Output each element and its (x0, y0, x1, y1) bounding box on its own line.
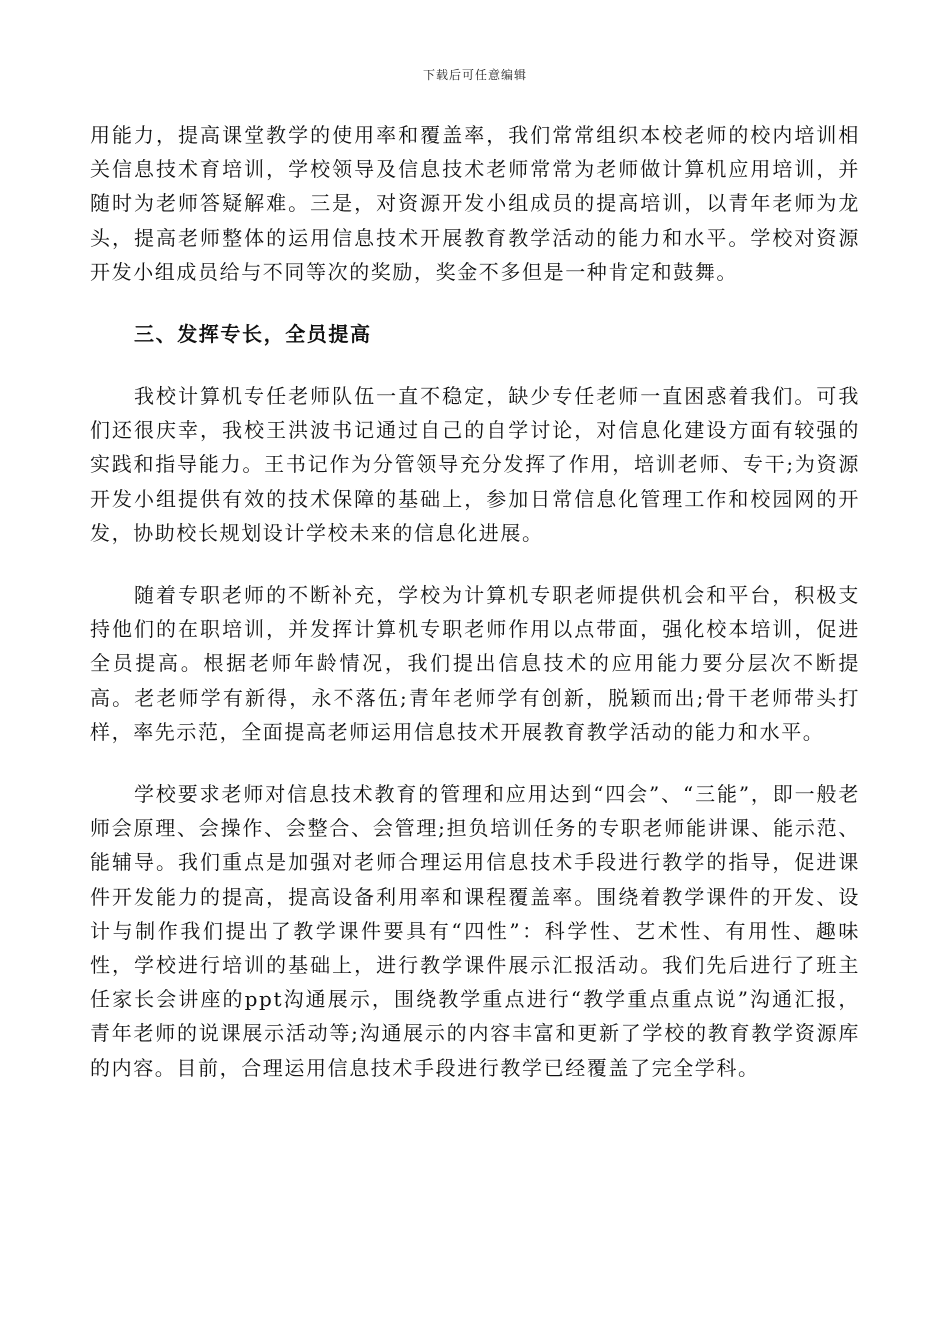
page-header-note: 下载后可任意编辑 (422, 68, 527, 82)
paragraph-continued: 用能力，提高课堂教学的使用率和覆盖率，我们常常组织本校老师的校内培训相关信息技术育培训，学校领导及信息技术老师常常为老师做计算机应用培训，并随时为老师答疑解难。三是，对资源开发小组成员的提高培训，以青年老师为龙头，提高老师整体的运用信息技术开展教育教学活动的能力和水平。学校对资源开发小组成员给与不同等次的奖励，奖金不多但是一种肯定和鼓舞。 (90, 123, 860, 284)
paragraph: 学校要求老师对信息技术教育的管理和应用达到“四会”、“三能”，即一般老师会原理、会操作、会整合、会管理;担负培训任务的专职老师能讲课、能示范、能辅导。我们重点是加强对老师合理运用信息技术手段进行教学的指导，促进课件开发能力的提高，提高设备利用率和课程覆盖率。围绕着教学课件的开发、设计与制作我们提出了教学课件要具有“四性”：科学性、艺术性、有用性、趣味性，学校进行培训的基础上，进行教学课件展示汇报活动。我们先后进行了班主任家长会讲座的ppt沟通展示，围绕教学重点进行“教学重点重点说”沟通汇报，青年老师的说课展示活动等;沟通展示的内容丰富和更新了学校的教育教学资源库的内容。目前，合理运用信息技术手段进行教学已经覆盖了完全学科。 (90, 782, 860, 1080)
paragraph: 我校计算机专任老师队伍一直不稳定，缺少专任老师一直困惑着我们。可我们还很庆幸，我校王洪波书记通过自己的自学讨论，对信息化建设方面有较强的实践和指导能力。王书记作为分管领导充分发挥了作用，培训老师、专干;为资源开发小组提供有效的技术保障的基础上，参加日常信息化管理工作和校园网的开发，协助校长规划设计学校未来的信息化进展。 (90, 384, 860, 545)
section-heading: 三、发挥专长，全员提高 (134, 322, 372, 347)
paragraph: 随着专职老师的不断补充，学校为计算机专职老师提供机会和平台，积极支持他们的在职培训，并发挥计算机专职老师作用以点带面，强化校本培训，促进全员提高。根据老师年龄情况，我们提出信息技术的应用能力要分层次不断提高。老老师学有新得，永不落伍;青年老师学有创新，脱颖而出;骨干老师带头打样，率先示范，全面提高老师运用信息技术开展教育教学活动的能力和水平。 (90, 583, 860, 744)
document-body (90, 118, 860, 1085)
